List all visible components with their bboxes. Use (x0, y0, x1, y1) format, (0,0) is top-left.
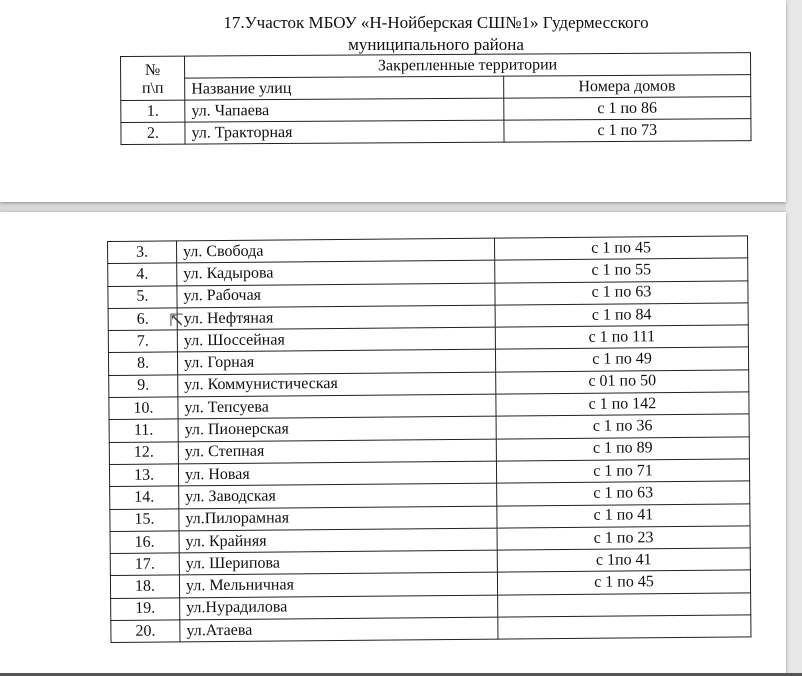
mouse-cursor-icon: ⇱ (169, 310, 185, 330)
row-number: 6. (108, 308, 177, 331)
header-num-line-2: п\п (141, 79, 164, 97)
row-number: 10. (109, 397, 178, 420)
header-num-cell (121, 56, 185, 100)
row-number: 17. (110, 553, 179, 576)
street-name: ул. Нефтяная (177, 305, 495, 330)
page-title-line-1: 17.Участок МБОУ «Н-Нойберская СШ№1» Гудермесского (223, 13, 649, 32)
house-range: с 1 по 63 (497, 481, 750, 506)
house-range (498, 593, 751, 618)
street-name: ул. Коммунистическая (178, 372, 496, 397)
header-territories: Закрепленные территории (185, 53, 751, 78)
row-number: 14. (110, 486, 179, 509)
street-name: ул. Степная (178, 439, 496, 464)
document-page-2 (0, 212, 786, 676)
house-range: с 1 по 49 (495, 347, 748, 372)
house-range: с 1 по 86 (503, 97, 750, 121)
header-street-col: Название улиц (185, 76, 504, 100)
street-name: ул. Шоссейная (177, 327, 495, 352)
territory-table-page-2 (107, 235, 751, 643)
street-name: ул. Пионерская (178, 416, 496, 441)
house-range: с 1по 41 (497, 548, 750, 573)
house-range: с 1 по 84 (495, 303, 748, 328)
street-name: ул. Тепсуева (178, 394, 496, 419)
table-row (111, 615, 751, 643)
row-number: 2. (121, 122, 185, 144)
house-range: с 1 по 23 (497, 526, 750, 551)
row-number: 11. (109, 419, 178, 442)
street-name: ул. Рабочая (177, 283, 495, 308)
row-number: 1. (121, 100, 185, 122)
document-page-1 (0, 0, 786, 202)
row-number: 12. (109, 442, 178, 465)
house-range: с 1 по 89 (496, 437, 749, 462)
street-name: ул. Мельничная (179, 573, 497, 598)
table-body-page-2 (108, 236, 751, 643)
row-number: 9. (109, 375, 178, 398)
house-range: с 1 по 111 (495, 325, 748, 350)
header-houses-col: Номера домов (503, 75, 750, 99)
street-name: ул.Атаева (180, 617, 498, 642)
street-name: ул.Пилорамная (179, 506, 497, 531)
street-name: ул. Заводская (179, 483, 497, 508)
house-range (498, 615, 751, 640)
header-num-line-1: № (144, 61, 161, 79)
row-number: 13. (109, 464, 178, 487)
house-range: с 01 по 50 (496, 370, 749, 395)
table-row (121, 119, 751, 145)
house-range: с 1 по 142 (496, 392, 749, 417)
row-number: 19. (111, 598, 180, 621)
row-number: 15. (110, 508, 179, 531)
table-body-page-1 (121, 97, 751, 145)
house-range: с 1 по 36 (496, 414, 749, 439)
street-name: ул.Нурадилова (180, 595, 498, 620)
row-number: 3. (108, 241, 177, 264)
row-number: 16. (110, 531, 179, 554)
street-name: ул. Новая (178, 461, 496, 486)
street-name: ул. Горная (177, 350, 495, 375)
street-name: ул. Тракторная (185, 120, 504, 144)
street-name: ул. Свобода (177, 238, 495, 263)
house-range: с 1 по 63 (495, 281, 748, 306)
row-number: 18. (110, 575, 179, 598)
house-range: с 1 по 41 (497, 503, 750, 528)
row-number: 4. (108, 263, 177, 286)
house-range: с 1 по 71 (496, 459, 749, 484)
row-number: 5. (108, 285, 177, 308)
house-range: с 1 по 73 (504, 119, 751, 143)
house-range: с 1 по 45 (494, 236, 747, 261)
street-name: ул. Кадырова (177, 260, 495, 285)
row-number: 8. (108, 352, 177, 375)
street-name: ул. Шерипова (179, 550, 497, 575)
viewer-right-edge (786, 0, 802, 676)
street-name: ул. Чапаева (185, 98, 504, 122)
street-name: ул. Крайняя (179, 528, 497, 553)
house-range: с 1 по 55 (495, 258, 748, 283)
row-number: 7. (108, 330, 177, 353)
row-number: 20. (111, 620, 180, 643)
page-title-line-2: муниципального района (348, 35, 524, 54)
house-range: с 1 по 45 (497, 570, 750, 595)
territory-table-page-1 (120, 52, 752, 145)
